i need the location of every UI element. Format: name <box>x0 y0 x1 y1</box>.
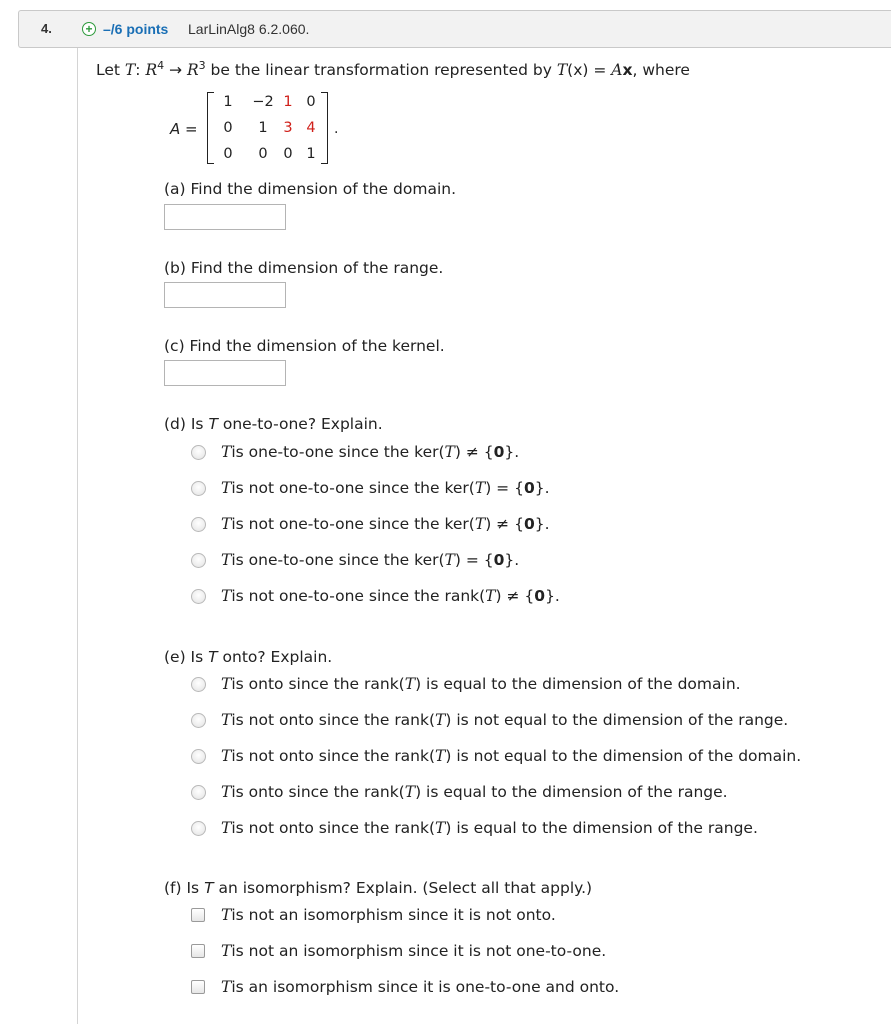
question-header <box>18 10 891 48</box>
prompt-codomain-exp: 3 <box>198 59 206 72</box>
radio-button[interactable] <box>191 713 206 728</box>
option-var: T <box>221 783 232 801</box>
part-d-option-3[interactable] <box>191 514 550 534</box>
option-var: T <box>474 479 486 497</box>
points-label: –/6 points <box>103 21 169 37</box>
option-text: ) = {0}. <box>454 551 520 569</box>
part-c-answer-input[interactable] <box>164 360 286 386</box>
option-var: T <box>221 747 232 765</box>
matrix-trailing-period: . <box>334 121 339 137</box>
prompt-colon: : <box>135 61 141 80</box>
radio-button[interactable] <box>191 749 206 764</box>
option-var: T <box>221 551 232 569</box>
part-f-label <box>164 879 592 897</box>
part-e-label-var: T <box>208 648 218 666</box>
prompt-codomain-space: R <box>186 61 199 80</box>
option-text: is not one-to-one since the ker( <box>231 479 475 497</box>
option-var: T <box>221 978 232 996</box>
option-var: T <box>221 819 232 837</box>
matrix-cell: 1 <box>283 94 293 110</box>
part-b-answer-input[interactable] <box>164 282 286 308</box>
radio-button[interactable] <box>191 677 206 692</box>
plus-circle-icon[interactable]: + <box>82 22 96 36</box>
option-text: is not an isomorphism since it is not onto. <box>231 906 556 924</box>
radio-button[interactable] <box>191 785 206 800</box>
option-text: is onto since the rank( <box>231 783 405 801</box>
part-e-label-prefix: (e) Is <box>164 648 209 666</box>
radio-button[interactable] <box>191 481 206 496</box>
option-text: is onto since the rank( <box>231 675 405 693</box>
option-text: is not an isomorphism since it is not one-to-one. <box>231 942 607 960</box>
matrix-cell: −2 <box>252 94 274 110</box>
part-f-label-var: T <box>204 879 214 897</box>
option-var: T <box>221 587 232 605</box>
part-f-label-rest: an isomorphism? Explain. (Select all that apply.) <box>213 879 593 897</box>
checkbox[interactable] <box>191 980 205 994</box>
option-text: is not onto since the rank( <box>231 747 436 765</box>
option-text: ) ≠ {0}. <box>454 443 520 461</box>
option-text: ) ≠ {0}. <box>495 587 560 605</box>
checkbox[interactable] <box>191 944 205 958</box>
option-text: is not onto since the rank( <box>231 819 436 837</box>
question-code: LarLinAlg8 6.2.060. <box>188 21 310 37</box>
option-var: T <box>435 819 446 837</box>
option-var: T <box>485 587 496 605</box>
option-var: T <box>221 675 232 693</box>
radio-button[interactable] <box>191 445 206 460</box>
matrix-cell: 4 <box>306 120 316 136</box>
part-d-label-rest: one-to-one? Explain. <box>217 415 383 433</box>
matrix-cell: 3 <box>283 120 293 136</box>
part-a-label: (a) Find the dimension of the domain. <box>164 180 456 198</box>
option-text: is not one-to-one since the ker( <box>231 515 475 533</box>
option-var: T <box>221 515 232 533</box>
part-d-option-4[interactable] <box>191 550 519 570</box>
radio-button[interactable] <box>191 553 206 568</box>
prompt-eq-lhs: T <box>556 61 568 80</box>
part-f-label-prefix: (f) Is <box>164 879 205 897</box>
option-text: ) ≠ {0}. <box>485 515 550 533</box>
matrix-cell: 1 <box>223 94 233 110</box>
part-c-label: (c) Find the dimension of the kernel. <box>164 337 445 355</box>
checkbox[interactable] <box>191 908 205 922</box>
option-var: T <box>404 675 416 693</box>
radio-button[interactable] <box>191 517 206 532</box>
prompt-eq-arg: (x) <box>567 61 589 80</box>
part-f-option-3[interactable] <box>191 977 619 997</box>
matrix-cell: 0 <box>223 120 233 136</box>
option-var: T <box>435 747 446 765</box>
matrix-cell: 0 <box>258 146 268 162</box>
option-var: T <box>221 711 232 729</box>
option-text: is not one-to-one since the rank( <box>231 587 486 605</box>
option-var: T <box>435 711 446 729</box>
matrix-left-bracket <box>207 92 214 164</box>
part-d-option-1[interactable] <box>191 442 519 462</box>
part-d-option-2[interactable] <box>191 478 550 498</box>
part-e-option-2[interactable] <box>191 710 788 730</box>
problem-statement <box>96 59 690 79</box>
part-e-option-1[interactable] <box>191 674 741 694</box>
matrix-label: A = <box>170 120 198 138</box>
option-text: is not onto since the rank( <box>231 711 436 729</box>
content-divider <box>77 48 78 1024</box>
option-text: is one-to-one since the ker( <box>231 551 445 569</box>
option-var: T <box>404 783 416 801</box>
option-text: ) is equal to the dimension of the range. <box>415 783 728 801</box>
matrix-cell: 1 <box>258 120 268 136</box>
option-var: T <box>221 942 232 960</box>
prompt-eq-rhs-a: A <box>611 61 623 80</box>
option-text: ) is not equal to the dimension of the domain. <box>445 747 802 765</box>
prompt-let: Let <box>96 61 120 80</box>
part-e-option-3[interactable] <box>191 746 801 766</box>
matrix-cell: 0 <box>283 146 293 162</box>
matrix-cell: 0 <box>306 94 316 110</box>
option-var: T <box>474 515 486 533</box>
prompt-map-name: T <box>124 61 136 80</box>
part-e-label-rest: onto? Explain. <box>217 648 333 666</box>
prompt-domain-exp: 4 <box>157 59 165 72</box>
prompt-eq-sign: = <box>588 61 612 80</box>
part-d-label-var: T <box>208 415 218 433</box>
part-d-label-prefix: (d) Is <box>164 415 209 433</box>
part-f-option-1[interactable] <box>191 905 556 925</box>
matrix-cell: 1 <box>306 146 316 162</box>
option-var: T <box>221 479 232 497</box>
option-text: ) is not equal to the dimension of the range. <box>445 711 789 729</box>
part-d-option-5[interactable] <box>191 586 560 606</box>
option-text: is one-to-one since the ker( <box>231 443 445 461</box>
option-text: ) is equal to the dimension of the range. <box>445 819 758 837</box>
matrix-cell: 0 <box>223 146 233 162</box>
radio-button[interactable] <box>191 589 206 604</box>
question-number: 4. <box>41 21 52 36</box>
prompt-suffix: , where <box>632 61 690 80</box>
prompt-eq-rhs-x: x <box>622 61 633 80</box>
option-text: ) is equal to the dimension of the domain. <box>415 675 741 693</box>
option-var: T <box>444 551 455 569</box>
part-e-label <box>164 648 332 666</box>
option-text: ) = {0}. <box>485 479 550 497</box>
part-e-option-5[interactable] <box>191 818 758 838</box>
part-e-option-4[interactable] <box>191 782 728 802</box>
part-b-label: (b) Find the dimension of the range. <box>164 259 444 277</box>
matrix-right-bracket <box>321 92 328 164</box>
prompt-domain-space: R <box>145 61 158 80</box>
option-var: T <box>221 443 232 461</box>
part-d-label <box>164 415 383 433</box>
prompt-arrow: → <box>164 61 187 80</box>
option-text: is an isomorphism since it is one-to-one and onto. <box>231 978 620 996</box>
prompt-middle: be the linear transformation represented by <box>205 61 557 80</box>
part-f-option-2[interactable] <box>191 941 606 961</box>
part-a-answer-input[interactable] <box>164 204 286 230</box>
option-var: T <box>221 906 232 924</box>
option-var: T <box>444 443 455 461</box>
radio-button[interactable] <box>191 821 206 836</box>
